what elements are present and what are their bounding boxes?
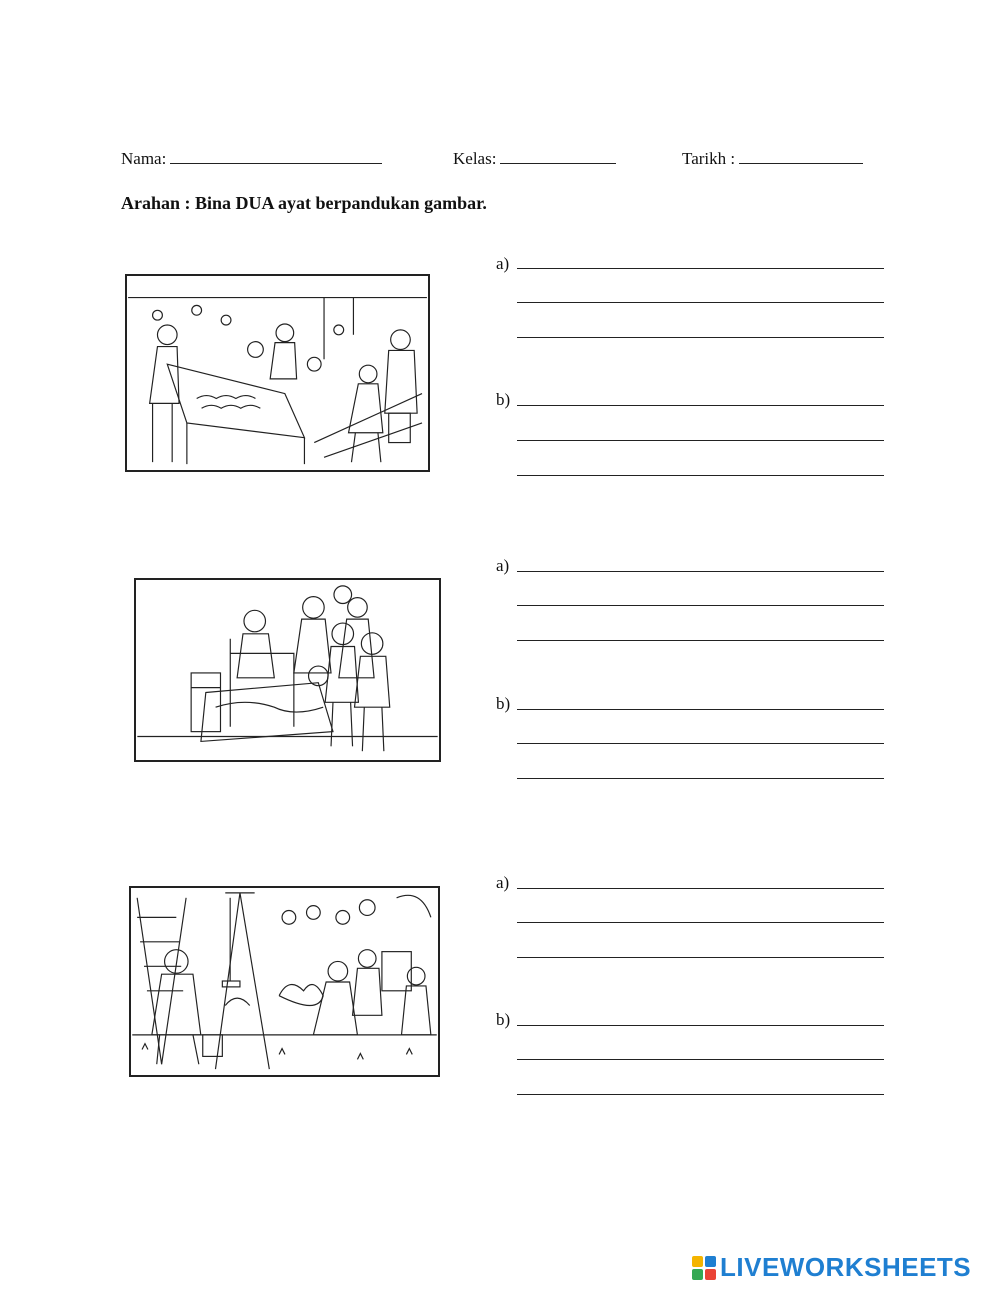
question-1b-answer-line-1[interactable]	[517, 405, 884, 406]
playground-cleanup-scene-picture	[129, 886, 440, 1077]
question-2a-answer-line-1[interactable]	[517, 571, 884, 572]
date-field[interactable]	[682, 149, 863, 169]
question-2a-answer-line-2[interactable]	[517, 605, 884, 606]
market-scene-picture	[125, 274, 430, 472]
logo-tile-4	[705, 1269, 716, 1280]
name-field[interactable]	[121, 149, 382, 169]
logo-tile-2	[705, 1256, 716, 1267]
question-3a-label: a)	[496, 873, 510, 892]
logo-tile-1	[692, 1256, 703, 1267]
question-3b-answer-line-2[interactable]	[517, 1059, 884, 1060]
question-1b-label: b)	[496, 390, 511, 409]
question-2b-answer-line-2[interactable]	[517, 743, 884, 744]
logo-tile-3	[692, 1269, 703, 1280]
class-label: Kelas:	[453, 149, 497, 168]
name-blank[interactable]	[170, 149, 382, 164]
hospital-visit-scene-illustration	[136, 580, 439, 760]
liveworksheets-logo	[692, 1252, 971, 1283]
question-1a-answer-line-3[interactable]	[517, 337, 884, 338]
question-2a-label: a)	[496, 556, 510, 575]
question-2b-answer-line-1[interactable]	[517, 709, 884, 710]
question-1b-answer-line-2[interactable]	[517, 440, 884, 441]
date-label: Tarikh :	[682, 149, 736, 168]
question-3a-answer-line-1[interactable]	[517, 888, 884, 889]
question-3a-answer-line-3[interactable]	[517, 957, 884, 958]
question-2a-answer-line-3[interactable]	[517, 640, 884, 641]
class-field[interactable]	[453, 149, 616, 169]
question-3b-label: b)	[496, 1010, 511, 1029]
question-1a-answer-line-1[interactable]	[517, 268, 884, 269]
question-2b-label: b)	[496, 694, 511, 713]
question-1a-answer-line-2[interactable]	[517, 302, 884, 303]
question-1a-label: a)	[496, 254, 510, 273]
name-label: Nama:	[121, 149, 167, 168]
hospital-visit-scene-picture	[134, 578, 441, 762]
class-blank[interactable]	[500, 149, 616, 164]
instruction: Arahan : Bina DUA ayat berpandukan gambar.	[121, 193, 487, 213]
logo-text: LIVEWORKSHEETS	[720, 1252, 972, 1282]
date-blank[interactable]	[739, 149, 863, 164]
market-scene-illustration	[127, 276, 428, 470]
logo-tiles-icon	[692, 1256, 716, 1280]
playground-cleanup-scene-illustration	[131, 888, 438, 1075]
question-2b-answer-line-3[interactable]	[517, 778, 884, 779]
question-3a-answer-line-2[interactable]	[517, 922, 884, 923]
question-3b-answer-line-1[interactable]	[517, 1025, 884, 1026]
question-1b-answer-line-3[interactable]	[517, 475, 884, 476]
question-3b-answer-line-3[interactable]	[517, 1094, 884, 1095]
